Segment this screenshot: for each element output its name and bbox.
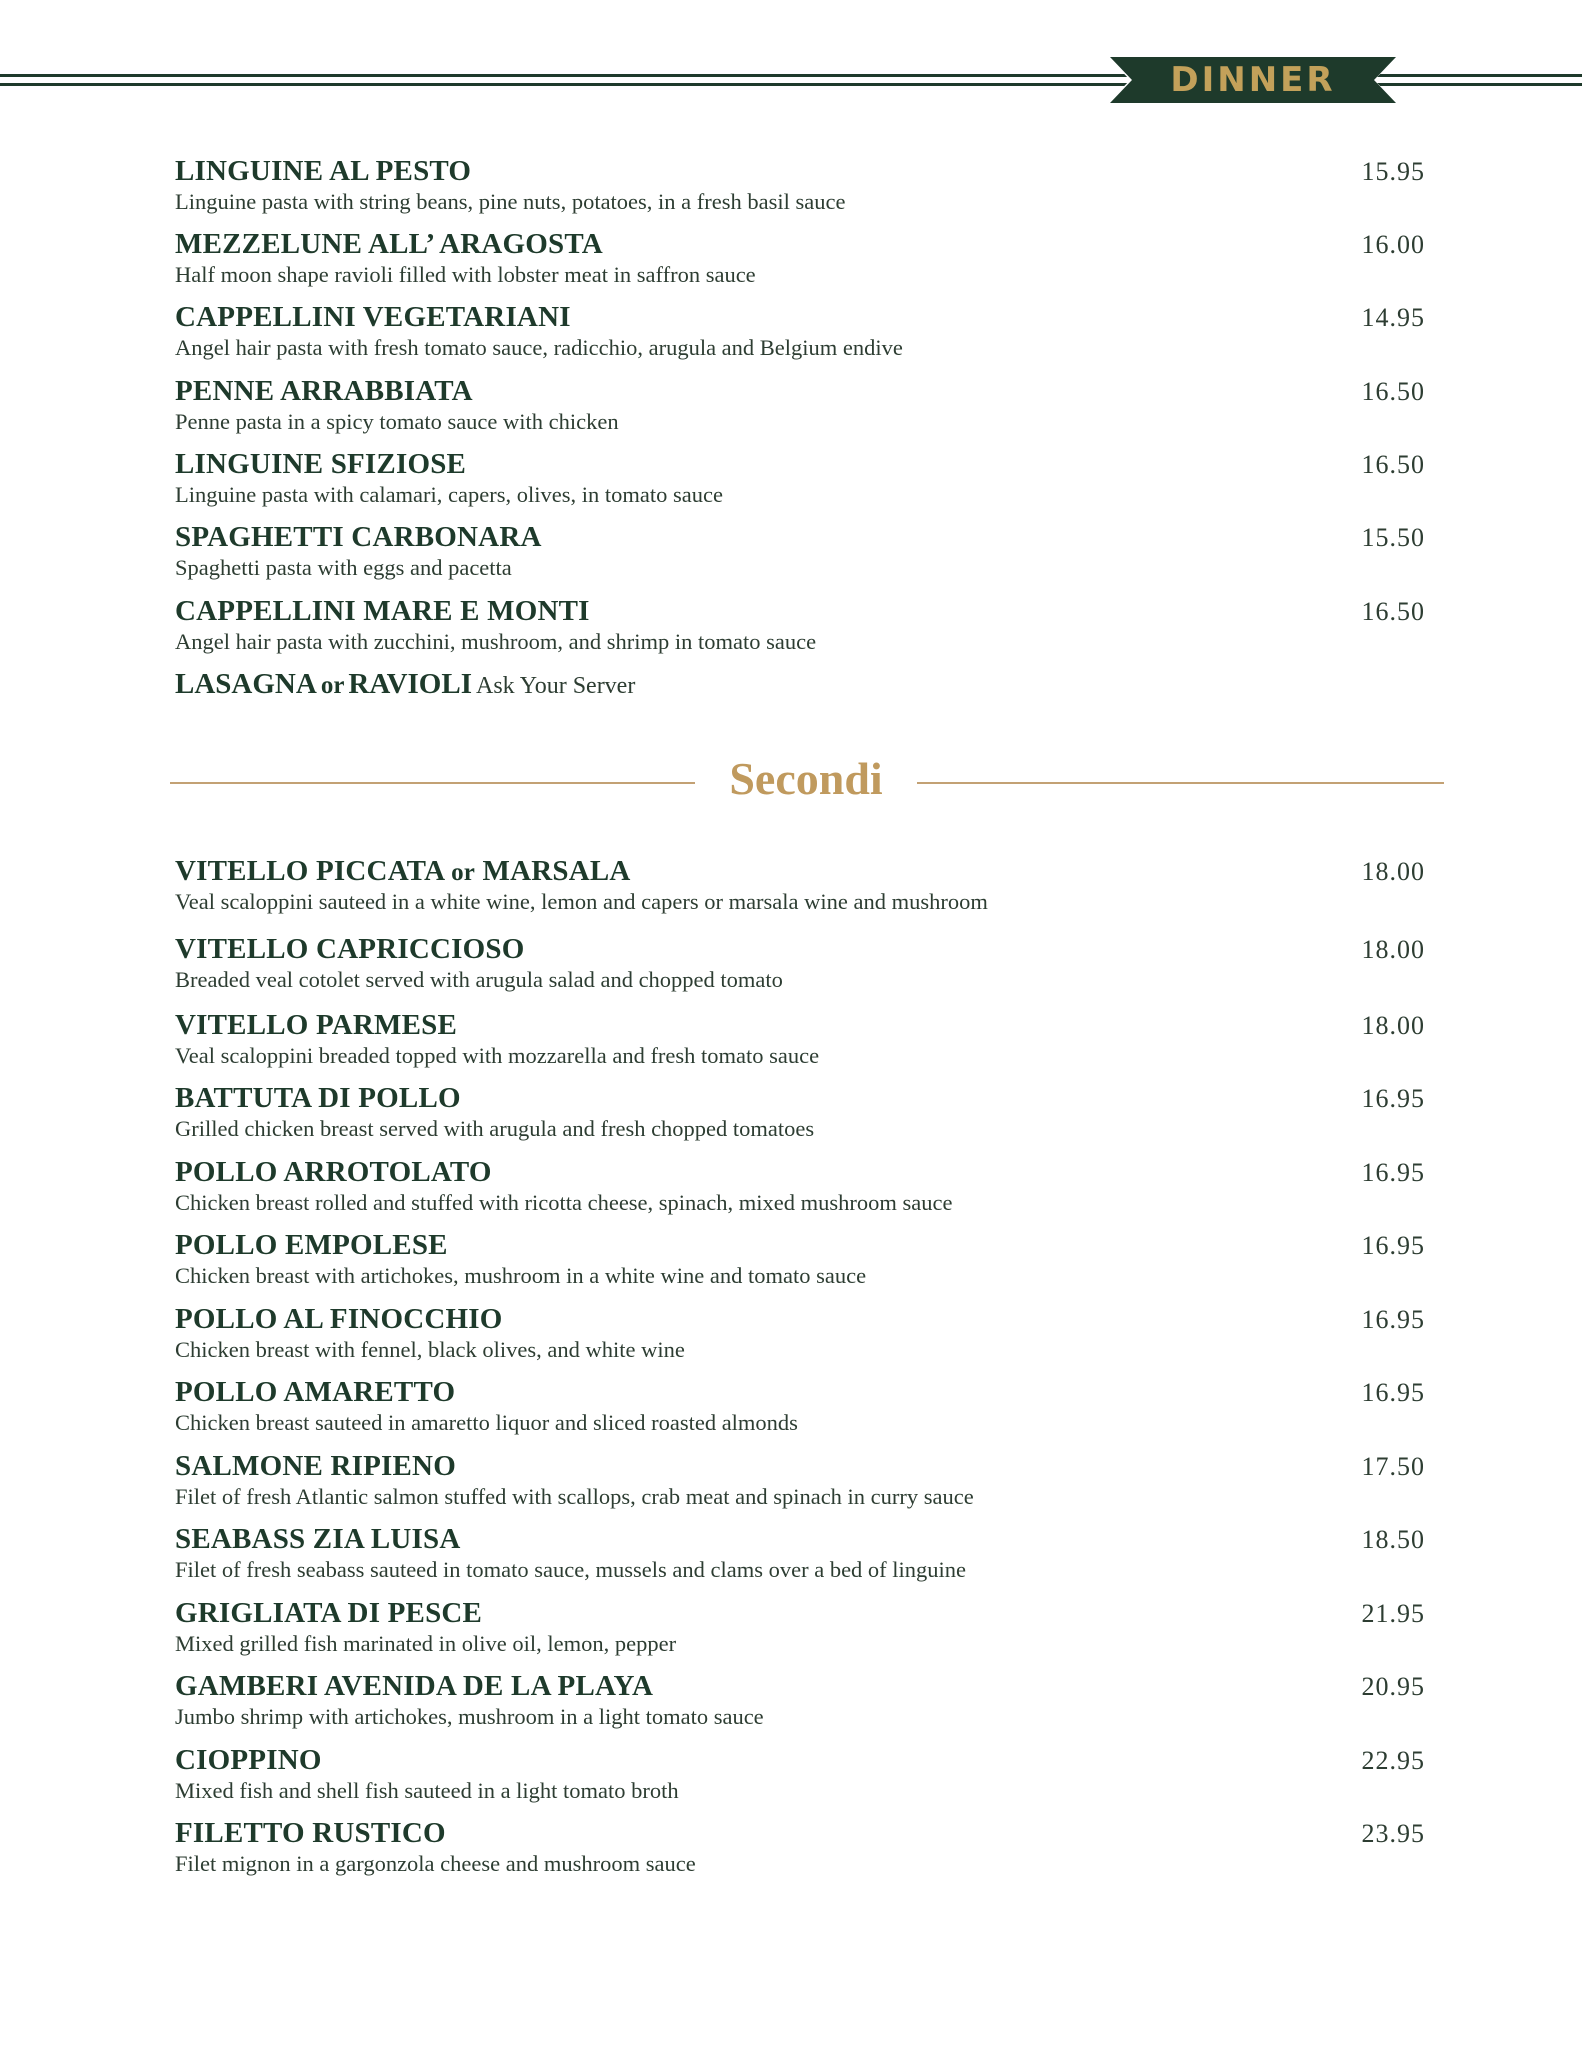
item-name: POLLO AL FINOCCHIO: [175, 1303, 503, 1335]
item-name: LINGUINE SFIZIOSE: [175, 448, 467, 480]
item-name: SPAGHETTI CARBONARA: [175, 521, 542, 553]
item-name: CIOPPINO: [175, 1744, 322, 1776]
item-name: FILETTO RUSTICO: [175, 1817, 446, 1849]
item-price: 15.50: [1361, 523, 1425, 552]
item-description: Linguine pasta with string beans, pine nuts, potatoes, in a fresh basil sauce: [175, 189, 846, 214]
dinner-label: DINNER: [1170, 60, 1336, 100]
item-price: 16.95: [1361, 1231, 1425, 1260]
item-price: 16.95: [1361, 1084, 1425, 1113]
item-name: POLLO EMPOLESE: [175, 1229, 448, 1261]
item-name: MEZZELUNE ALL’ ARAGOSTA: [175, 228, 603, 260]
item-description: Grilled chicken breast served with arugula and fresh chopped tomatoes: [175, 1116, 815, 1141]
item-description: Chicken breast rolled and stuffed with ricotta cheese, spinach, mixed mushroom sauce: [175, 1190, 953, 1215]
item-name: VITELLO PARMESE: [175, 1009, 458, 1041]
menu-item: [175, 933, 1425, 1003]
menu-item: [175, 1082, 1425, 1152]
menu-item: [175, 448, 1425, 518]
menu-item: [175, 1523, 1425, 1593]
item-description: Mixed fish and shell fish sauteed in a light tomato broth: [175, 1778, 679, 1803]
item-description: Breaded veal cotolet served with arugula salad and chopped tomato: [175, 967, 783, 992]
item-price: 21.95: [1361, 1599, 1425, 1628]
item-name: SALMONE RIPIENO: [175, 1450, 456, 1482]
item-price: 16.95: [1361, 1305, 1425, 1334]
ask-server-note: Ask Your Server: [475, 673, 636, 699]
item-price: 14.95: [1361, 303, 1425, 332]
item-name: POLLO ARROTOLATO: [175, 1156, 492, 1188]
menu-item: [175, 301, 1425, 371]
item-name: BATTUTA DI POLLO: [175, 1082, 461, 1114]
menu-item: [175, 1303, 1425, 1373]
item-description: Spaghetti pasta with eggs and pacetta: [175, 555, 512, 580]
item-price: 23.95: [1361, 1819, 1425, 1848]
menu-item: [175, 1009, 1425, 1079]
item-price: 20.95: [1361, 1672, 1425, 1701]
ravioli-label: RAVIOLI: [348, 668, 472, 700]
item-name: CAPPELLINI MARE E MONTI: [175, 595, 590, 627]
item-description: Mixed grilled fish marinated in olive oil, lemon, pepper: [175, 1631, 677, 1656]
item-description: Filet of fresh Atlantic salmon stuffed with scallops, crab meat and spinach in curry sauce: [175, 1484, 974, 1509]
item-description: Chicken breast sauteed in amaretto liquor and sliced roasted almonds: [175, 1410, 798, 1435]
lasagna-label: LASAGNA: [175, 668, 317, 700]
divider-rule-left: [170, 782, 695, 784]
item-name: SEABASS ZIA LUISA: [175, 1523, 461, 1555]
item-name-part: MARSALA: [482, 855, 631, 887]
item-price: 16.95: [1361, 1378, 1425, 1407]
item-description: Veal scaloppini sauteed in a white wine, lemon and capers or marsala wine and mushroom: [175, 889, 988, 914]
item-price: 18.00: [1361, 1011, 1425, 1040]
menu-item: [175, 1156, 1425, 1226]
menu-item: [175, 228, 1425, 298]
menu-item: [175, 155, 1425, 225]
menu-item: [175, 1670, 1425, 1740]
item-description: Penne pasta in a spicy tomato sauce with chicken: [175, 409, 619, 434]
menu-item: [175, 375, 1425, 445]
dinner-ribbon: [1108, 57, 1398, 103]
item-description: Angel hair pasta with zucchini, mushroom, and shrimp in tomato sauce: [175, 629, 817, 654]
menu-item: [175, 595, 1425, 665]
divider-rule-right: [917, 782, 1444, 784]
menu-item: [175, 1376, 1425, 1446]
item-price: 16.00: [1361, 230, 1425, 259]
item-description: Filet of fresh seabass sauteed in tomato sauce, mussels and clams over a bed of linguine: [175, 1557, 967, 1582]
item-description: Chicken breast with artichokes, mushroom in a white wine and tomato sauce: [175, 1263, 867, 1288]
item-price: 22.95: [1361, 1746, 1425, 1775]
item-price: 16.50: [1361, 377, 1425, 406]
item-name-part: VITELLO PICCATA: [175, 855, 444, 887]
item-price: 16.50: [1361, 450, 1425, 479]
menu-item: [175, 855, 1425, 925]
menu-item: [175, 1450, 1425, 1520]
item-price: 18.00: [1361, 935, 1425, 964]
item-description: Filet mignon in a gargonzola cheese and mushroom sauce: [175, 1851, 696, 1876]
menu-item: [175, 1817, 1425, 1887]
item-price: 17.50: [1361, 1452, 1425, 1481]
lasagna-ravioli-line: [175, 668, 635, 701]
item-description: Chicken breast with fennel, black olives, and white wine: [175, 1337, 685, 1362]
or-label: or: [320, 672, 345, 699]
item-description: Angel hair pasta with fresh tomato sauce, radicchio, arugula and Belgium endive: [175, 335, 903, 360]
menu-item: [175, 521, 1425, 591]
item-name: GAMBERI AVENIDA DE LA PLAYA: [175, 1670, 654, 1702]
item-name: LINGUINE AL PESTO: [175, 155, 472, 187]
item-description: Half moon shape ravioli filled with lobster meat in saffron sauce: [175, 262, 756, 287]
item-description: Veal scaloppini breaded topped with mozzarella and fresh tomato sauce: [175, 1043, 820, 1068]
secondi-heading: [170, 752, 1444, 814]
item-price: 16.50: [1361, 597, 1425, 626]
item-name: GRIGLIATA DI PESCE: [175, 1597, 483, 1629]
item-description: Linguine pasta with calamari, capers, olives, in tomato sauce: [175, 482, 723, 507]
item-name: CAPPELLINI VEGETARIANI: [175, 301, 571, 333]
menu-item: [175, 1744, 1425, 1814]
menu-item: [175, 1597, 1425, 1667]
item-description: Jumbo shrimp with artichokes, mushroom in a light tomato sauce: [175, 1704, 764, 1729]
item-price: 15.95: [1361, 157, 1425, 186]
item-price: 18.50: [1361, 1525, 1425, 1554]
item-name: PENNE ARRABBIATA: [175, 375, 473, 407]
item-price: 16.95: [1361, 1158, 1425, 1187]
item-price: 18.00: [1361, 857, 1425, 886]
secondi-title: Secondi: [729, 753, 883, 804]
item-name: [175, 855, 631, 888]
or-label: or: [451, 859, 476, 886]
item-name: VITELLO CAPRICCIOSO: [175, 933, 525, 965]
menu-item: [175, 1229, 1425, 1299]
item-name: POLLO AMARETTO: [175, 1376, 456, 1408]
